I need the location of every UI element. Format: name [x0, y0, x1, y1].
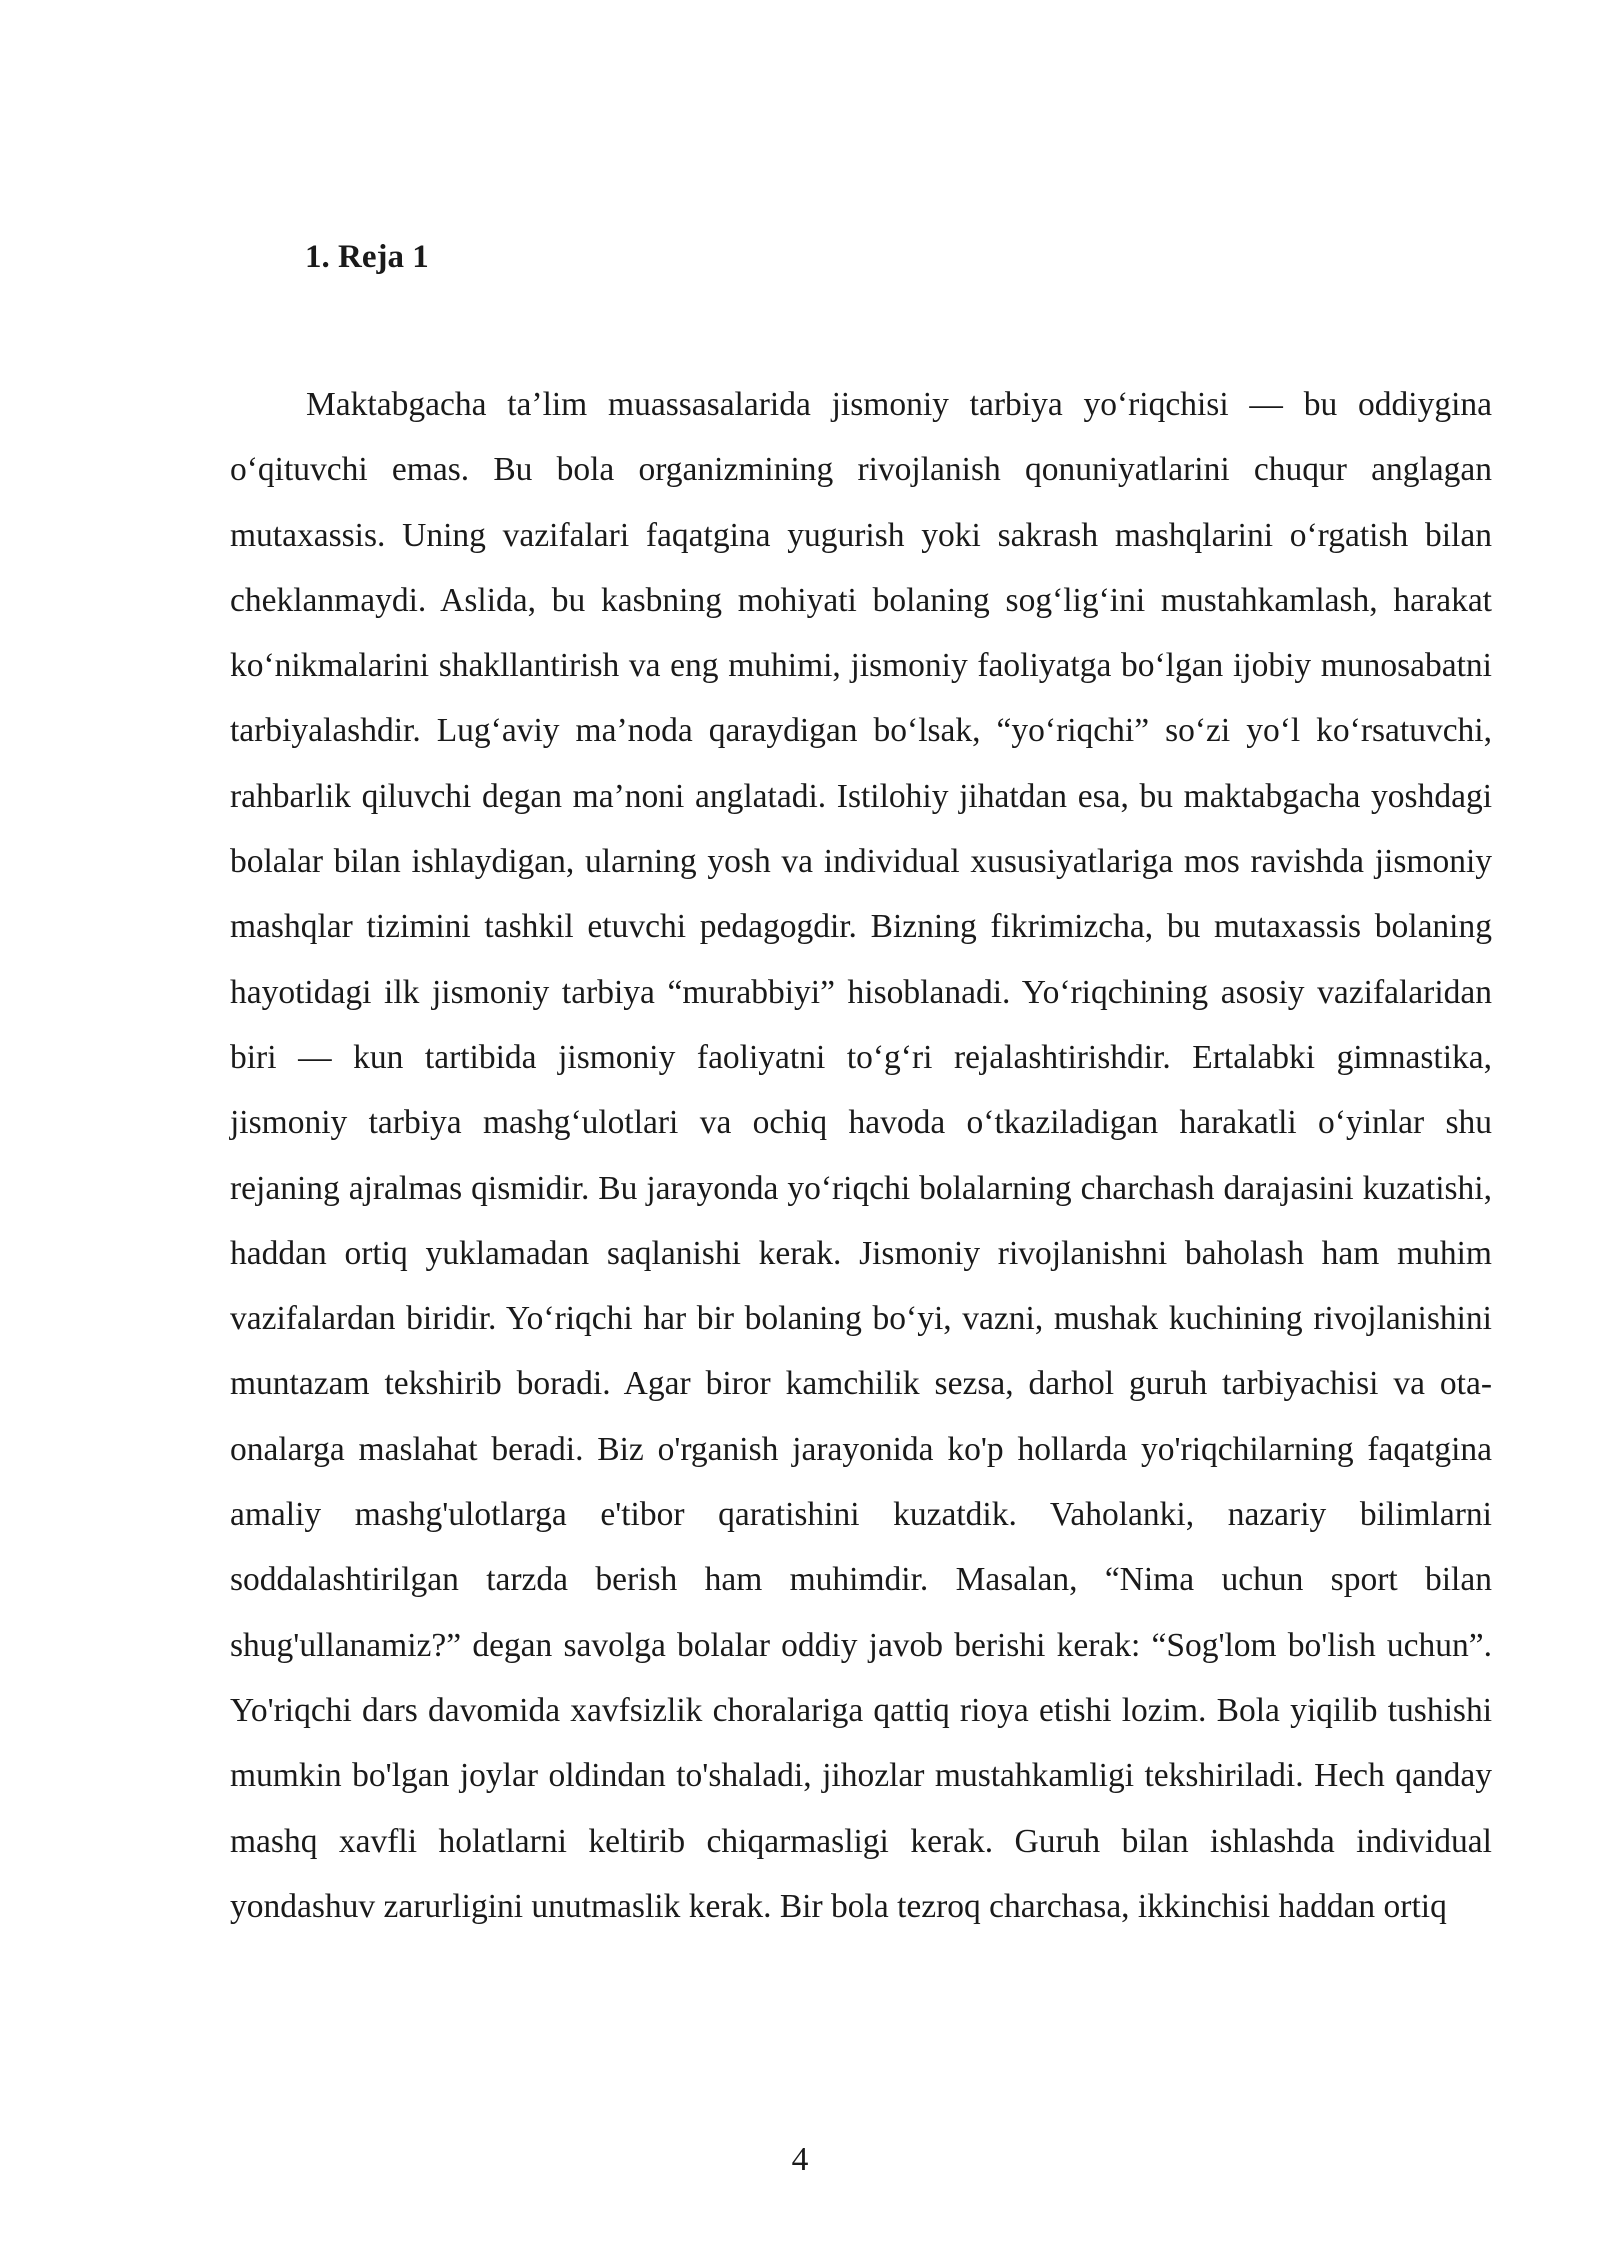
- page-number: 4: [791, 2141, 809, 2178]
- section-heading: 1. Reja 1: [305, 239, 429, 275]
- body-paragraph: Maktabgacha ta’lim muassasalarida jismoniy tarbiya yo‘riqchisi — bu oddiygina o‘qituvchi emas. Bu bola organizmining rivojlanish qonuniyatlarini chuqur anglagan mutaxassis. Uning vazifalari faqatgina yugurish yoki sakrash mashqlarini o‘rgatish bilan cheklanmaydi. Aslida, bu kasbning mohiyati bolaning sog‘lig‘ini mustahkamlash, harakat ko‘nikmalarini shakllantirish va eng muhimi, jismoniy faoliyatga bo‘lgan ijobiy munosabatni tarbiyalashdir. Lug‘aviy ma’noda qaraydigan bo‘lsak, “yo‘riqchi” so‘zi yo‘l ko‘rsatuvchi, rahbarlik qiluvchi degan ma’noni anglatadi. Istilohiy jihatdan esa, bu maktabgacha yoshdagi bolalar bilan ishlaydigan, ularning yosh va individual xususiyatlariga mos ravishda jismoniy mashqlar tizimini tashkil etuvchi pedagogdir. Bizning fikrimizcha, bu mutaxassis bolaning hayotidagi ilk jismoniy tarbiya “murabbiyi” hisoblanadi. Yo‘riqchining asosiy vazifalaridan biri — kun tartibida jismoniy faoliyatni to‘g‘ri rejalashtirishdir. Ertalabki gimnastika, jismoniy tarbiya mashg‘ulotlari va ochiq havoda o‘tkaziladigan harakatli o‘yinlar shu rejaning ajralmas qismidir. Bu jarayonda yo‘riqchi bolalarning charchash darajasini kuzatishi, haddan ortiq yuklamadan saqlanishi kerak. Jismoniy rivojlanishni baholash ham muhim vazifalardan biridir. Yo‘riqchi har bir bolaning bo‘yi, vazni, mushak kuchining rivojlanishini muntazam tekshirib boradi. Agar biror kamchilik sezsa, darhol guruh tarbiyachisi va ota-onalarga maslahat beradi. Biz o'rganish jarayonida ko'p hollarda yo'riqchilarning faqatgina amaliy mashg'ulotlarga e'tibor qaratishini kuzatdik. Vaholanki, nazariy bilimlarni soddalashtirilgan tarzda berish ham muhimdir. Masalan, “Nima uchun sport bilan shug'ullanamiz?” degan savolga bolalar oddiy javob berishi kerak: “Sog'lom bo'lish uchun”. Yo'riqchi dars davomida xavfsizlik choralariga qattiq rioya etishi lozim. Bola yiqilib tushishi mumkin bo'lgan joylar oldindan to'shaladi, jihozlar mustahkamligi tekshiriladi. Hech qanday mashq xavfli holatlarni keltirib chiqarmasligi kerak. Guruh bilan ishlashda individual yondashuv zarurligini unutmaslik kerak. Bir bola tezroq charchasa, ikkinchisi haddan ortiq: [230, 386, 1492, 1925]
